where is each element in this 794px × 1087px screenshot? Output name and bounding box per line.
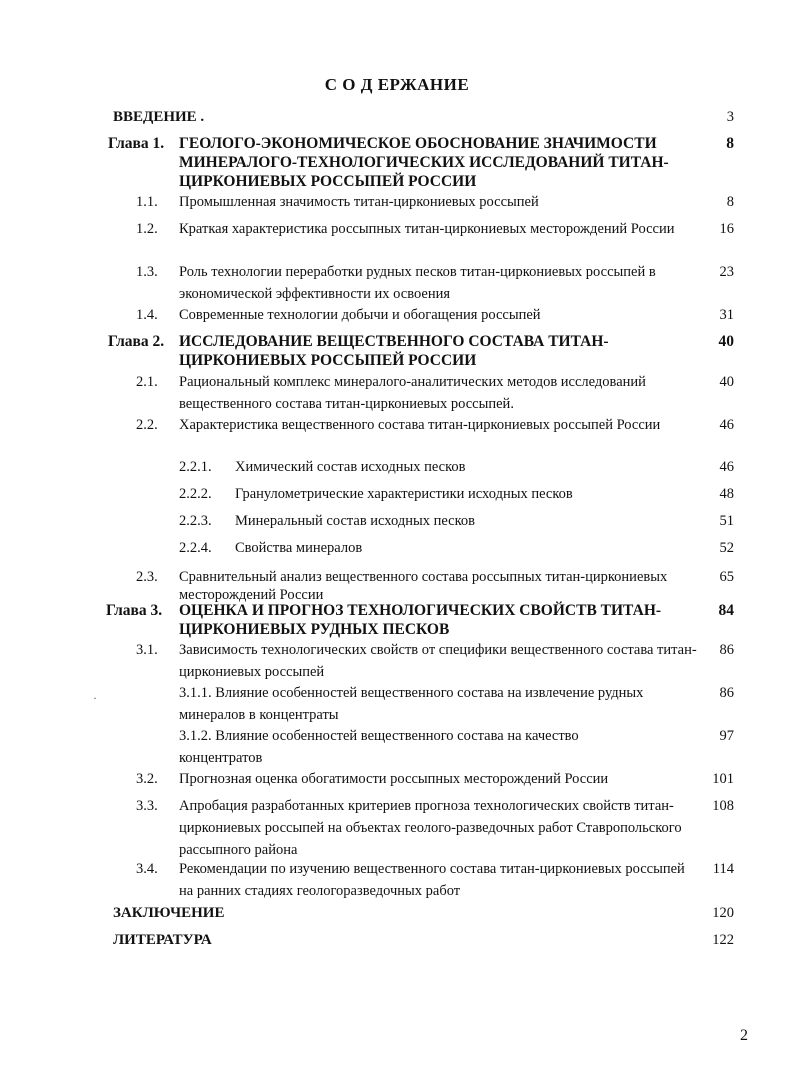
toc-page: 101 <box>712 771 734 787</box>
toc-text: Рациональный комплекс минералого-аналитических методов исследований вещественного состава титан-циркониевых россыпей. <box>179 374 646 412</box>
toc-label: 3.3. <box>136 798 158 814</box>
toc-label: 2.3. <box>136 569 158 585</box>
toc-label: 1.3. <box>136 264 158 280</box>
toc-label: 3.4. <box>136 861 158 877</box>
toc-text: Рекомендации по изучению вещественного состава титан-циркониевых россыпей на ранних стадиях геологоразведочных работ <box>179 861 685 899</box>
toc-page: 86 <box>719 642 734 658</box>
toc-label: 2.2.4. <box>179 540 212 556</box>
page-title: С О Д ЕРЖАНИЕ <box>324 75 470 94</box>
toc-page: 65 <box>719 569 734 585</box>
toc-text: Свойства минералов <box>235 540 363 556</box>
toc-text: Сравнительный анализ вещественного состава россыпных титан-циркониевых месторождений России <box>179 569 668 603</box>
toc-page: 48 <box>719 486 734 502</box>
toc-page: 114 <box>712 861 734 877</box>
toc-text: Краткая характеристика россыпных титан-циркониевых месторождений России <box>179 221 675 237</box>
toc-text: Современные технологии добычи и обогащения россыпей <box>179 307 541 323</box>
toc-page: 120 <box>712 905 734 921</box>
toc-text: Прогнозная оценка обогатимости россыпных месторождений России <box>179 771 609 787</box>
toc-label: Глава 2. <box>108 333 165 350</box>
toc-text: ИССЛЕДОВАНИЕ ВЕЩЕСТВЕННОГО СОСТАВА ТИТАН-ЦИРКОНИЕВЫХ РОССЫПЕЙ РОССИИ <box>179 333 609 369</box>
toc-page: 8 <box>726 194 734 210</box>
toc-page: 8 <box>726 135 734 152</box>
toc-page: 108 <box>712 798 734 814</box>
toc-page: 31 <box>719 307 734 323</box>
toc-page: 40 <box>719 374 734 390</box>
toc-label: 1.2. <box>136 221 158 237</box>
scan-speck: · <box>93 691 97 705</box>
toc-text: ОЦЕНКА И ПРОГНОЗ ТЕХНОЛОГИЧЕСКИХ СВОЙСТВ ТИТАН-ЦИРКОНИЕВЫХ РУДНЫХ ПЕСКОВ <box>179 602 662 638</box>
toc-page: 86 <box>719 685 734 701</box>
toc-text: 3.1.1. Влияние особенностей вещественного состава на извлечение рудных минералов в концентраты <box>179 685 644 723</box>
toc-page: 3 <box>726 109 734 125</box>
toc-label: 3.2. <box>136 771 158 787</box>
toc-label: ЛИТЕРАТУРА <box>113 932 212 948</box>
toc-label: 2.1. <box>136 374 158 390</box>
toc-page: 16 <box>719 221 734 237</box>
toc-page: 51 <box>719 513 734 529</box>
toc-label: Глава 1. <box>108 135 165 152</box>
toc-page: 122 <box>712 932 734 948</box>
toc-text: Зависимость технологических свойств от специфики вещественного состава титан-циркониевых россыпей <box>179 642 697 680</box>
toc-label: 2.2.1. <box>179 459 212 475</box>
toc-text: Апробация разработанных критериев прогноза технологических свойств титан-циркониевых россыпей на объектах геолого-разведочных работ Ставропольского рассыпного района <box>179 798 682 858</box>
toc-text: Роль технологии переработки рудных песков титан-циркониевых россыпей в экономической эффективности их освоения <box>179 264 656 302</box>
toc-text: ГЕОЛОГО-ЭКОНОМИЧЕСКОЕ ОБОСНОВАНИЕ ЗНАЧИМОСТИ МИНЕРАЛОГО-ТЕХНОЛОГИЧЕСКИХ ИССЛЕДОВАНИЙ ТИТАН-ЦИРКОНИЕВЫХ РОССЫПЕЙ РОССИИ <box>179 135 669 190</box>
toc-page: 52 <box>719 540 734 556</box>
toc-page: 23 <box>719 264 734 280</box>
toc-label: 3.1. <box>136 642 158 658</box>
toc-text: Гранулометрические характеристики исходных песков <box>235 486 573 502</box>
toc-text: Промышленная значимость титан-циркониевых россыпей <box>179 194 539 210</box>
toc-text: Химический состав исходных песков <box>235 459 466 475</box>
toc-label: 1.4. <box>136 307 158 323</box>
toc-label: 2.2. <box>136 417 158 433</box>
page-number: 2 <box>740 1027 748 1044</box>
toc-text: 3.1.2. Влияние особенностей вещественного состава на качество концентратов <box>179 728 579 766</box>
toc-page: 84 <box>718 602 734 619</box>
toc-text: Характеристика вещественного состава титан-циркониевых россыпей России <box>179 417 661 433</box>
toc-label: 2.2.3. <box>179 513 212 529</box>
toc-text: Минеральный состав исходных песков <box>235 513 475 529</box>
toc-label: 1.1. <box>136 194 158 210</box>
toc-label: ВВЕДЕНИЕ . <box>113 109 205 125</box>
toc-label: ЗАКЛЮЧЕНИЕ <box>113 905 225 921</box>
toc-label: Глава 3. <box>106 602 163 619</box>
toc-page: 46 <box>719 417 734 433</box>
toc-page: 40 <box>718 333 734 350</box>
toc-page: 46 <box>719 459 734 475</box>
toc-label: 2.2.2. <box>179 486 212 502</box>
toc-page: 97 <box>719 728 734 744</box>
